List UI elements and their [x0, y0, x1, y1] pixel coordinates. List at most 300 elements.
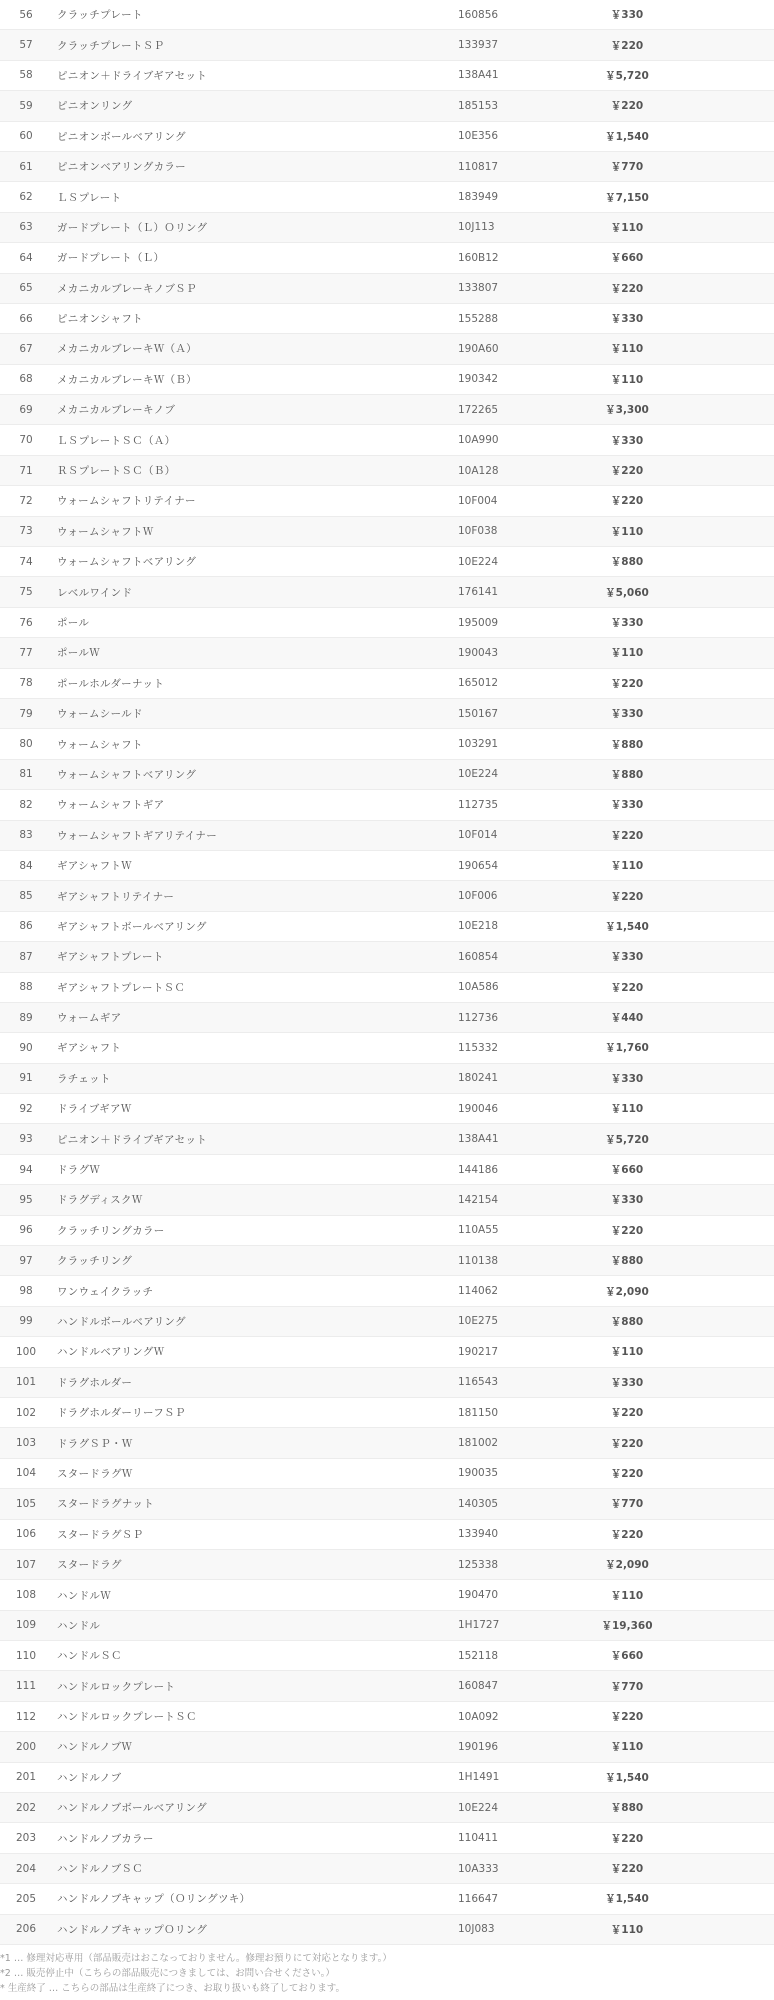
- part-name: ウォームギア: [57, 1012, 122, 1025]
- part-number: 97: [19, 1254, 33, 1267]
- table-row: [0, 1793, 774, 1823]
- part-code: 181150: [458, 1406, 499, 1419]
- part-code: 160854: [458, 950, 499, 963]
- table-row: [0, 973, 774, 1003]
- part-price: ￥220: [610, 1832, 644, 1845]
- part-name: クラッチプレートＳＰ: [57, 39, 165, 52]
- part-number: 68: [19, 373, 33, 386]
- part-number: 61: [19, 160, 33, 173]
- part-number: 93: [19, 1133, 33, 1146]
- part-code: 115332: [458, 1041, 499, 1054]
- part-price: ￥330: [610, 799, 644, 812]
- part-price: ￥1,760: [605, 1042, 649, 1055]
- footnotes: [0, 1951, 774, 1996]
- part-price: ￥110: [610, 1589, 644, 1602]
- part-code: 190046: [458, 1102, 499, 1115]
- part-code: 10A586: [458, 981, 499, 994]
- table-row: [0, 486, 774, 516]
- part-code: 165012: [458, 677, 499, 690]
- part-number: 60: [19, 130, 33, 143]
- part-number: 71: [19, 464, 33, 477]
- part-name: ピニオン＋ドライブギアセット: [57, 1133, 208, 1146]
- part-name: ハンドルロックプレート: [57, 1680, 176, 1693]
- table-row: [0, 1398, 774, 1428]
- table-row: [0, 577, 774, 607]
- part-price: ￥880: [610, 738, 644, 751]
- part-code: 152118: [458, 1649, 499, 1662]
- footnote-repair-only: *1 … 修理対応専用（部品販売はおこなっておりません。修理お預りにて対応となります。）: [0, 1953, 392, 1964]
- part-code: 190342: [458, 373, 499, 386]
- table-row: [0, 1124, 774, 1154]
- part-price: ￥220: [610, 890, 644, 903]
- part-number: 78: [19, 677, 33, 690]
- part-name: ウォームシャフトリテイナー: [57, 495, 196, 508]
- table-row: [0, 1216, 774, 1246]
- part-code: 10A092: [458, 1710, 499, 1723]
- part-price: ￥330: [610, 313, 644, 326]
- part-name: ポールＷ: [57, 647, 100, 660]
- part-code: 160856: [458, 8, 499, 21]
- part-price: ￥2,090: [605, 1285, 649, 1298]
- part-name: ハンドルノブＷ: [57, 1741, 133, 1754]
- part-price: ￥1,540: [605, 1893, 649, 1906]
- part-code: 10J083: [458, 1923, 495, 1936]
- part-code: 110411: [458, 1832, 499, 1845]
- table-row: [0, 1671, 774, 1701]
- part-name: ポールホルダーナット: [57, 677, 165, 690]
- part-number: 75: [19, 586, 33, 599]
- part-price: ￥220: [610, 282, 644, 295]
- table-row: [0, 304, 774, 334]
- part-number: 103: [15, 1437, 37, 1450]
- table-row: [0, 0, 774, 30]
- part-number: 107: [15, 1558, 37, 1571]
- table-row: [0, 1368, 774, 1398]
- part-price: ￥110: [610, 525, 644, 538]
- table-row: [0, 1003, 774, 1033]
- part-code: 160847: [458, 1680, 499, 1693]
- part-number: 112: [15, 1710, 37, 1723]
- part-code: 10E224: [458, 1801, 499, 1814]
- part-code: 112735: [458, 798, 499, 811]
- part-code: 110A55: [458, 1224, 499, 1237]
- part-number: 108: [15, 1589, 37, 1601]
- part-number: 81: [19, 768, 33, 781]
- part-number: 64: [19, 251, 33, 264]
- part-name: ウォームシャフトＷ: [57, 525, 154, 538]
- part-number: 73: [19, 525, 33, 538]
- part-name: クラッチリング: [57, 1255, 133, 1268]
- table-row: [0, 243, 774, 273]
- table-row: [0, 1489, 774, 1519]
- part-price: ￥110: [610, 1346, 644, 1359]
- part-code: 185153: [458, 99, 499, 112]
- table-row: [0, 365, 774, 395]
- part-name: ギアシャフトプレートＳＣ: [57, 981, 186, 994]
- part-number: 96: [19, 1224, 33, 1237]
- part-number: 101: [15, 1376, 37, 1389]
- part-name: ハンドルロックプレートＳＣ: [57, 1711, 197, 1724]
- part-price: ￥330: [610, 9, 644, 22]
- part-code: 176141: [458, 586, 499, 599]
- part-name: ピニオンベアリングカラー: [57, 161, 186, 174]
- part-code: 181002: [458, 1437, 499, 1450]
- part-code: 190A60: [458, 342, 499, 355]
- part-number: 87: [19, 950, 33, 963]
- part-code: 133937: [458, 39, 499, 52]
- part-code: 10J113: [458, 221, 495, 234]
- table-row: [0, 821, 774, 851]
- table-row: [0, 91, 774, 121]
- table-row: [0, 1732, 774, 1762]
- part-code: 10F038: [458, 525, 498, 538]
- part-name: ギアシャフトリテイナー: [57, 890, 175, 903]
- table-row: [0, 547, 774, 577]
- part-price: ￥330: [610, 1194, 644, 1207]
- part-number: 100: [15, 1345, 37, 1358]
- part-code: 10E224: [458, 768, 499, 781]
- part-number: 90: [19, 1041, 33, 1054]
- part-price: ￥220: [610, 1467, 644, 1480]
- part-price: ￥660: [610, 1650, 644, 1663]
- table-row: [0, 274, 774, 304]
- part-name: ドラグホルダーリーフＳＰ: [57, 1407, 186, 1420]
- part-name: ギアシャフト: [57, 1042, 122, 1055]
- part-code: 10F004: [458, 494, 498, 507]
- part-number: 109: [15, 1619, 37, 1632]
- part-price: ￥1,540: [605, 1771, 649, 1784]
- table-row: [0, 1185, 774, 1215]
- table-row: [0, 425, 774, 455]
- part-code: 110138: [458, 1254, 499, 1267]
- part-code: 114062: [458, 1285, 499, 1298]
- part-price: ￥880: [610, 768, 644, 781]
- part-code: 140305: [458, 1497, 499, 1510]
- part-name: ピニオンシャフト: [57, 313, 143, 326]
- part-number: 204: [15, 1862, 37, 1875]
- part-code: 190196: [458, 1740, 499, 1753]
- part-price: ￥2,090: [605, 1559, 649, 1572]
- part-price: ￥110: [610, 221, 644, 234]
- part-number: 206: [15, 1923, 37, 1936]
- part-code: 10E218: [458, 920, 499, 933]
- part-number: 74: [19, 555, 33, 568]
- table-row: [0, 1823, 774, 1853]
- part-number: 66: [19, 312, 33, 325]
- part-name: ＬＳプレート: [57, 191, 122, 204]
- table-row: [0, 760, 774, 790]
- part-number: 84: [19, 859, 33, 872]
- part-code: 190654: [458, 859, 499, 872]
- part-name: ガードプレート（Ｌ）Ｏリング: [57, 221, 208, 234]
- part-price: ￥440: [610, 1012, 644, 1025]
- part-code: 10A990: [458, 434, 499, 447]
- part-name: ガードプレート（Ｌ）: [57, 252, 165, 265]
- part-price: ￥110: [610, 343, 644, 356]
- table-row: [0, 1915, 774, 1945]
- part-number: 86: [19, 920, 33, 933]
- part-number: 59: [19, 99, 33, 112]
- part-code: 190035: [458, 1467, 499, 1480]
- part-name: ハンドルボールベアリング: [57, 1315, 186, 1328]
- part-code: 144186: [458, 1163, 499, 1176]
- table-row: [0, 1033, 774, 1063]
- part-price: ￥1,540: [605, 920, 649, 933]
- part-name: ギアシャフトプレート: [57, 951, 164, 964]
- part-name: ハンドルベアリングＷ: [57, 1346, 165, 1359]
- part-price: ￥1,540: [605, 130, 649, 143]
- part-name: ハンドルノブＳＣ: [57, 1863, 143, 1876]
- part-code: 133807: [458, 282, 499, 295]
- table-row: [0, 1459, 774, 1489]
- table-row: [0, 669, 774, 699]
- part-number: 67: [19, 342, 33, 355]
- part-number: 76: [19, 616, 33, 629]
- part-name: ウォームシャフトベアリング: [57, 556, 197, 569]
- part-price: ￥5,720: [605, 69, 649, 82]
- part-price: ￥110: [610, 860, 644, 873]
- part-price: ￥220: [610, 829, 644, 842]
- part-code: 112736: [458, 1011, 499, 1024]
- part-name: ギアシャフトＷ: [57, 860, 132, 873]
- table-row: [0, 1337, 774, 1367]
- table-row: [0, 881, 774, 911]
- part-code: 195009: [458, 616, 499, 629]
- part-number: 82: [19, 798, 33, 811]
- part-name: ポール: [57, 617, 90, 629]
- part-name: ピニオンボールベアリング: [57, 130, 186, 143]
- part-number: 102: [15, 1406, 37, 1419]
- part-price: ￥3,300: [605, 404, 649, 417]
- footnote-sales-suspended: *2 … 販売停止中（こちらの部品販売につきましては、お問い合せください。）: [0, 1968, 335, 1979]
- part-name: ワンウェイクラッチ: [57, 1285, 154, 1298]
- part-name: ウォームシャフトベアリング: [57, 768, 197, 781]
- part-number: 72: [19, 494, 33, 507]
- part-name: ウォームシャフトギアリテイナー: [57, 829, 218, 842]
- table-row: [0, 790, 774, 820]
- part-price: ￥220: [610, 1407, 644, 1420]
- part-number: 91: [19, 1072, 33, 1085]
- part-number: 203: [15, 1832, 37, 1845]
- part-number: 111: [15, 1680, 37, 1693]
- part-price: ￥880: [610, 1315, 644, 1328]
- part-name: スタードラグナット: [57, 1498, 154, 1511]
- part-price: ￥330: [610, 1072, 644, 1085]
- part-code: 125338: [458, 1558, 499, 1571]
- part-name: ＬＳプレートＳＣ（Ａ）: [57, 434, 176, 447]
- part-number: 58: [19, 69, 33, 82]
- part-number: 95: [19, 1193, 33, 1206]
- part-price: ￥660: [610, 1164, 644, 1177]
- table-row: [0, 1520, 774, 1550]
- part-price: ￥220: [610, 465, 644, 478]
- table-row: [0, 1641, 774, 1671]
- table-row: [0, 912, 774, 942]
- part-code: 10E275: [458, 1315, 499, 1328]
- part-number: 94: [19, 1163, 33, 1176]
- part-name: ドライブギアＷ: [57, 1103, 132, 1116]
- part-name: メカニカルブレーキＷ（Ａ）: [57, 343, 197, 356]
- part-code: 10A333: [458, 1862, 499, 1875]
- part-price: ￥220: [610, 1437, 644, 1450]
- part-code: 10F014: [458, 829, 498, 842]
- part-name: ハンドルノブキャップＯリング: [57, 1923, 208, 1936]
- part-name: クラッチプレート: [57, 9, 143, 22]
- table-row: [0, 699, 774, 729]
- part-number: 80: [19, 738, 33, 751]
- part-number: 200: [15, 1740, 37, 1753]
- part-name: ドラグディスクＷ: [57, 1194, 143, 1207]
- part-price: ￥880: [610, 1802, 644, 1815]
- part-price: ￥220: [610, 1711, 644, 1724]
- part-number: 85: [19, 890, 33, 903]
- part-code: 1H1491: [458, 1771, 500, 1784]
- table-row: [0, 182, 774, 212]
- part-price: ￥110: [610, 647, 644, 660]
- table-row: [0, 729, 774, 759]
- part-name: スタードラグＷ: [57, 1467, 133, 1480]
- part-price: ￥330: [610, 951, 644, 964]
- part-name: ギアシャフトボールベアリング: [57, 920, 207, 933]
- part-price: ￥110: [610, 1103, 644, 1116]
- part-number: 63: [19, 221, 33, 234]
- part-price: ￥220: [610, 981, 644, 994]
- table-row: [0, 608, 774, 638]
- part-price: ￥880: [610, 556, 644, 569]
- part-number: 88: [19, 981, 33, 994]
- part-price: ￥7,150: [605, 191, 649, 204]
- table-row: [0, 1428, 774, 1458]
- part-name: メカニカルブレーキノブＳＰ: [57, 282, 197, 295]
- footnote-discontinued: * 生産終了 … こちらの部品は生産終了につき、お取り扱いも終了しております。: [0, 1983, 345, 1994]
- table-row: [0, 213, 774, 243]
- part-name: ピニオンリング: [57, 100, 133, 113]
- part-code: 150167: [458, 707, 499, 720]
- part-price: ￥5,720: [605, 1133, 649, 1146]
- part-code: 116543: [458, 1376, 499, 1389]
- part-code: 172265: [458, 403, 499, 416]
- part-price: ￥770: [610, 161, 644, 174]
- table-row: [0, 1611, 774, 1641]
- part-price: ￥330: [610, 1376, 644, 1389]
- part-name: ハンドルノブキャップ（Ｏリングツキ）: [57, 1893, 251, 1906]
- table-row: [0, 1702, 774, 1732]
- table-row: [0, 1884, 774, 1914]
- part-price: ￥770: [610, 1498, 644, 1511]
- part-price: ￥660: [610, 252, 644, 265]
- part-name: スタードラグ: [57, 1559, 122, 1572]
- part-name: ウォームシャフト: [57, 738, 143, 751]
- table-row: [0, 638, 774, 668]
- part-number: 92: [19, 1102, 33, 1115]
- part-number: 62: [19, 191, 33, 204]
- part-number: 205: [15, 1892, 37, 1905]
- part-name: レベルワインド: [57, 586, 133, 599]
- part-code: 183949: [458, 191, 499, 204]
- table-row: [0, 1550, 774, 1580]
- part-code: 160B12: [458, 251, 499, 264]
- part-price: ￥880: [610, 1255, 644, 1268]
- part-name: ドラグＷ: [57, 1164, 101, 1177]
- part-number: 69: [19, 403, 33, 416]
- part-number: 57: [19, 39, 33, 52]
- part-code: 10F006: [458, 890, 498, 903]
- part-code: 1H1727: [458, 1619, 500, 1632]
- part-code: 133940: [458, 1528, 499, 1541]
- part-number: 83: [19, 829, 33, 842]
- part-name: クラッチリングカラー: [57, 1224, 165, 1237]
- part-number: 104: [15, 1467, 37, 1480]
- part-code: 190470: [458, 1589, 499, 1601]
- table-row: [0, 1064, 774, 1094]
- part-name: スタードラグＳＰ: [57, 1528, 144, 1541]
- part-number: 202: [15, 1801, 37, 1814]
- table-row: [0, 152, 774, 182]
- table-row: [0, 456, 774, 486]
- table-row: [0, 1854, 774, 1884]
- part-code: 142154: [458, 1193, 499, 1206]
- part-name: ハンドルノブカラー: [57, 1832, 154, 1845]
- part-number: 99: [19, 1315, 33, 1328]
- part-price: ￥110: [610, 373, 644, 386]
- part-price: ￥220: [610, 1528, 644, 1541]
- part-name: メカニカルブレーキノブ: [57, 404, 176, 417]
- part-code: 155288: [458, 312, 499, 325]
- part-name: ハンドル: [57, 1619, 101, 1632]
- part-number: 70: [19, 434, 33, 447]
- part-code: 138A41: [458, 69, 499, 82]
- part-code: 180241: [458, 1072, 499, 1085]
- part-name: ハンドルノブボールベアリング: [57, 1802, 207, 1815]
- part-number: 56: [19, 8, 33, 21]
- table-row: [0, 517, 774, 547]
- table-row: [0, 395, 774, 425]
- part-price: ￥220: [610, 100, 644, 113]
- part-number: 106: [15, 1528, 37, 1541]
- part-number: 201: [15, 1771, 37, 1784]
- part-name: ドラグホルダー: [57, 1376, 133, 1389]
- part-price: ￥5,060: [605, 586, 649, 599]
- part-price: ￥330: [610, 617, 644, 629]
- table-row: [0, 851, 774, 881]
- part-price: ￥330: [610, 708, 644, 721]
- part-name: ウォームシャフトギア: [57, 799, 165, 812]
- part-price: ￥330: [610, 434, 644, 447]
- part-name: メカニカルブレーキＷ（Ｂ）: [57, 373, 197, 386]
- table-row: [0, 30, 774, 60]
- part-price: ￥110: [610, 1741, 644, 1754]
- part-price: ￥220: [610, 495, 644, 508]
- part-number: 65: [19, 282, 33, 295]
- part-price: ￥220: [610, 1224, 644, 1237]
- table-row: [0, 1276, 774, 1306]
- part-name: ドラグＳＰ・Ｗ: [57, 1437, 133, 1450]
- part-code: 190217: [458, 1345, 499, 1358]
- part-price: ￥220: [610, 1863, 644, 1876]
- table-row: [0, 1307, 774, 1337]
- part-price: ￥770: [610, 1680, 644, 1693]
- table-row: [0, 122, 774, 152]
- part-name: ウォームシールド: [57, 708, 143, 721]
- part-number: 110: [15, 1649, 37, 1662]
- part-number: 89: [19, 1011, 33, 1024]
- part-code: 110817: [458, 160, 499, 173]
- part-number: 98: [19, 1285, 33, 1298]
- part-number: 77: [19, 646, 33, 659]
- table-row: [0, 334, 774, 364]
- table-row: [0, 1094, 774, 1124]
- table-row: [0, 1246, 774, 1276]
